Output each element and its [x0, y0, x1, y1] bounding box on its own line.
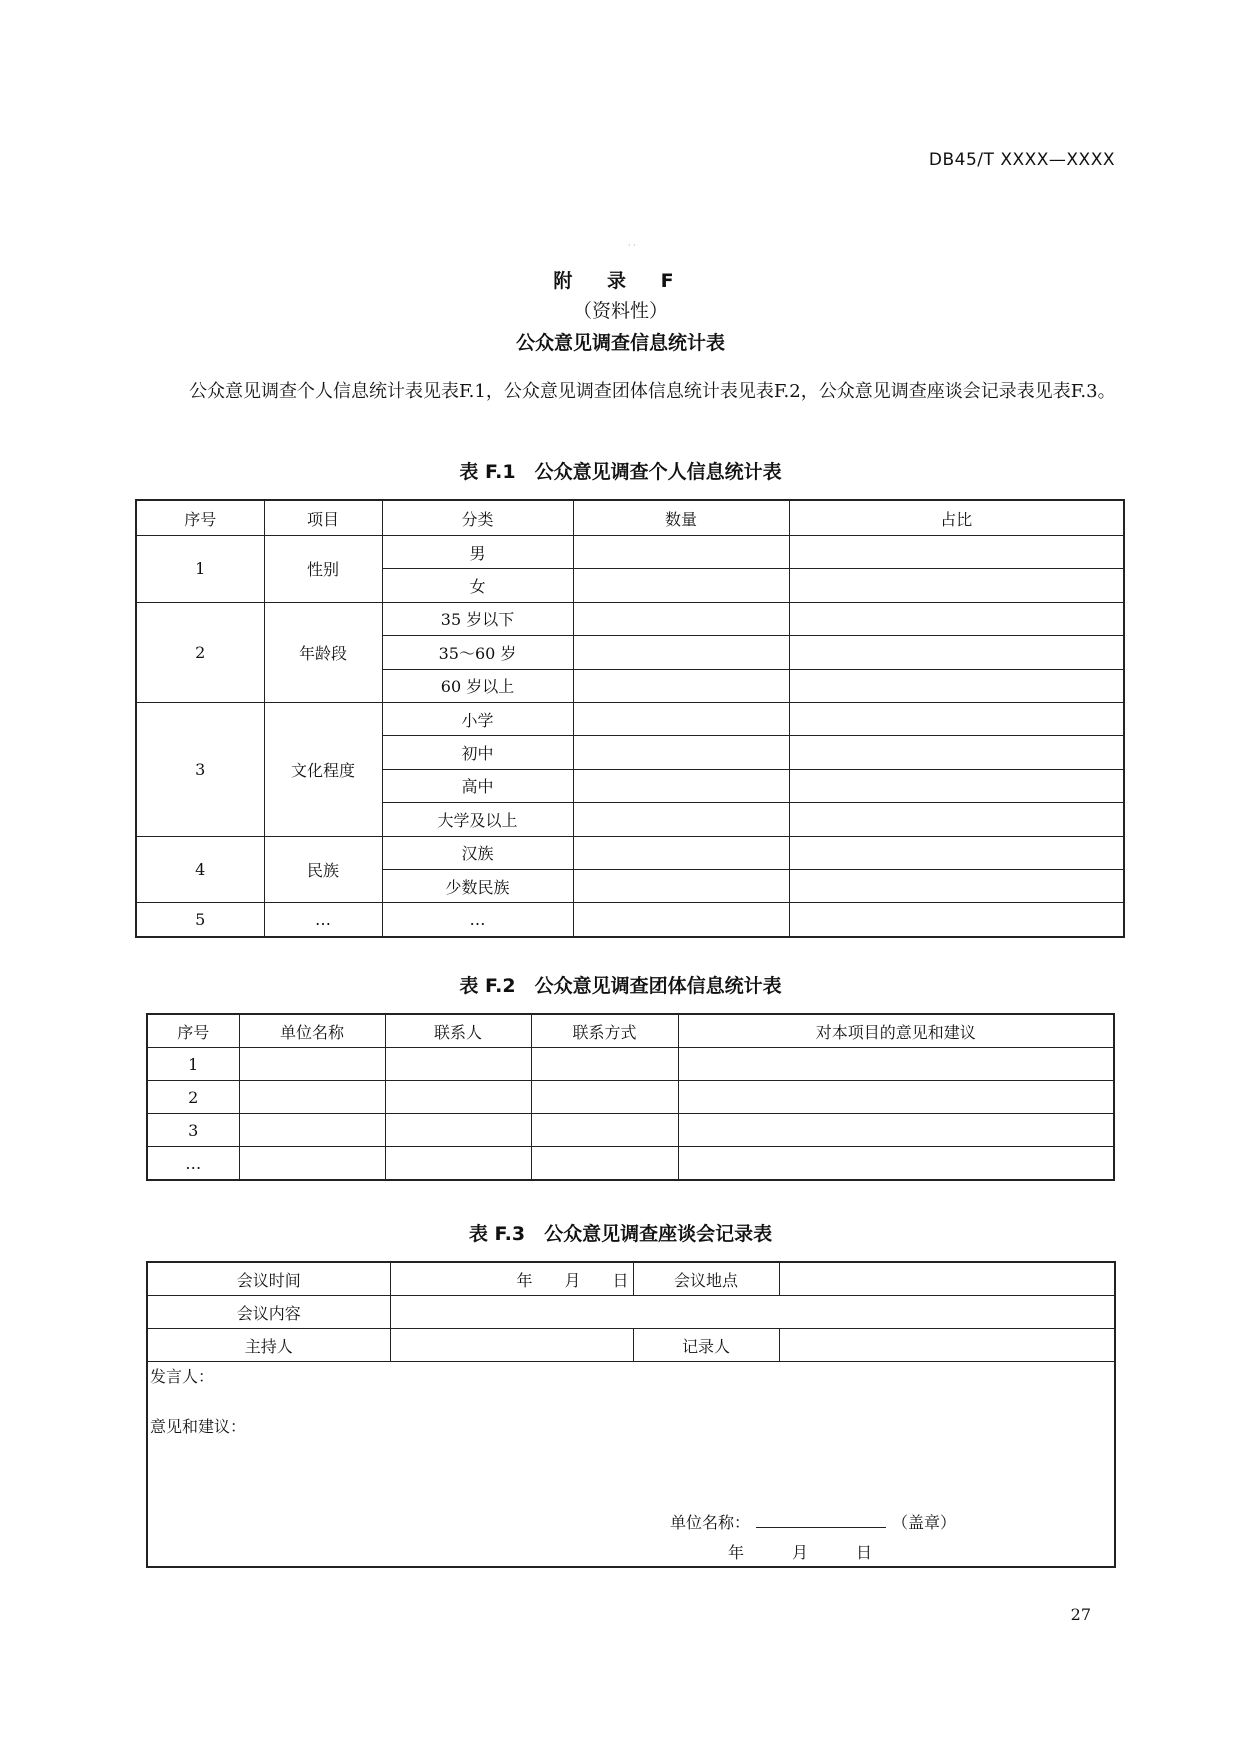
speaker-label: 发言人：	[150, 1367, 215, 1386]
table2-header-cell: 序号	[147, 1014, 239, 1048]
table2-entry-cell[interactable]	[678, 1147, 1114, 1181]
table1-count-cell[interactable]	[573, 903, 789, 937]
table2-entry-cell[interactable]	[239, 1147, 385, 1181]
table2-entry-cell[interactable]	[531, 1147, 678, 1181]
appendix-subtitle: 公众意见调查信息统计表	[515, 332, 725, 354]
table2-seq-cell: 3	[147, 1114, 239, 1147]
meeting-place-label: 会议地点	[633, 1262, 779, 1296]
table1-category-cell: 35～60 岁	[382, 636, 573, 669]
table1-caption: 表 F.1 公众意见调查个人信息统计表	[459, 461, 782, 483]
table2-seq-cell: …	[147, 1147, 239, 1181]
table1-seq-cell: 3	[136, 702, 264, 836]
intro-paragraph: 公众意见调查个人信息统计表见表F.1，公众意见调查团体信息统计表见表F.2，公众意见调查座谈会记录表见表F.3。	[189, 381, 1116, 402]
table2-entry-cell[interactable]	[385, 1048, 531, 1081]
table1-ratio-cell[interactable]	[789, 669, 1124, 702]
table1-item-cell: …	[264, 903, 382, 937]
meeting-record-table	[146, 1261, 1116, 1568]
table1-ratio-cell[interactable]	[789, 769, 1124, 802]
table1-item-cell: 民族	[264, 836, 382, 903]
table2-row	[147, 1114, 1114, 1147]
table1-count-cell[interactable]	[573, 702, 789, 735]
table1-category-cell: 大学及以上	[382, 803, 573, 836]
table1-seq-cell: 4	[136, 836, 264, 903]
table2-entry-cell[interactable]	[678, 1048, 1114, 1081]
table1-count-cell[interactable]	[573, 636, 789, 669]
group-info-table	[146, 1013, 1115, 1181]
table2-seq-cell: 2	[147, 1081, 239, 1114]
table1-ratio-cell[interactable]	[789, 536, 1124, 569]
page-number: 27	[1070, 1605, 1091, 1624]
table2-entry-cell[interactable]	[531, 1048, 678, 1081]
table1-count-cell[interactable]	[573, 803, 789, 836]
table1-header-cell: 项目	[264, 500, 382, 536]
table1-category-cell: 女	[382, 569, 573, 602]
table2-entry-cell[interactable]	[385, 1147, 531, 1181]
table1-category-cell: 初中	[382, 736, 573, 769]
table1-count-cell[interactable]	[573, 769, 789, 802]
table2-entry-cell[interactable]	[678, 1114, 1114, 1147]
signature-date: 年 月 日	[728, 1543, 873, 1562]
table1-category-cell: 60 岁以上	[382, 669, 573, 702]
meeting-date-field[interactable]: 年 月 日	[390, 1262, 633, 1296]
table2-row	[147, 1081, 1114, 1114]
table2-entry-cell[interactable]	[239, 1081, 385, 1114]
table1-row	[136, 702, 1124, 735]
table1-count-cell[interactable]	[573, 669, 789, 702]
table2-entry-cell[interactable]	[678, 1081, 1114, 1114]
table2-entry-cell[interactable]	[385, 1081, 531, 1114]
table2-row	[147, 1048, 1114, 1081]
table1-header-cell: 数量	[573, 500, 789, 536]
table2-entry-cell[interactable]	[239, 1048, 385, 1081]
table1-category-cell: 少数民族	[382, 869, 573, 902]
table1-ratio-cell[interactable]	[789, 736, 1124, 769]
table2-header-cell: 联系方式	[531, 1014, 678, 1048]
table2-header-row	[147, 1014, 1114, 1048]
table2-entry-cell[interactable]	[531, 1081, 678, 1114]
recorder-label: 记录人	[633, 1329, 779, 1362]
host-label: 主持人	[147, 1329, 390, 1362]
table1-category-cell: 小学	[382, 702, 573, 735]
meeting-content-label: 会议内容	[147, 1296, 390, 1329]
decorative-dot: · ·	[628, 241, 636, 250]
table1-row	[136, 836, 1124, 869]
speaker-opinion-area[interactable]	[147, 1362, 1115, 1568]
table2-entry-cell[interactable]	[385, 1114, 531, 1147]
table3-caption: 表 F.3 公众意见调查座谈会记录表	[468, 1223, 773, 1245]
table1-header-cell: 序号	[136, 500, 264, 536]
table1-seq-cell: 5	[136, 903, 264, 937]
table1-row	[136, 536, 1124, 569]
table1-ratio-cell[interactable]	[789, 836, 1124, 869]
table2-entry-cell[interactable]	[531, 1114, 678, 1147]
unit-signature-line	[670, 1510, 956, 1533]
table2-caption: 表 F.2 公众意见调查团体信息统计表	[459, 975, 782, 997]
table1-item-cell: 年龄段	[264, 602, 382, 702]
table1-ratio-cell[interactable]	[789, 602, 1124, 635]
table1-ratio-cell[interactable]	[789, 702, 1124, 735]
table2-header-cell: 联系人	[385, 1014, 531, 1048]
table2-row	[147, 1147, 1114, 1181]
table1-item-cell: 性别	[264, 536, 382, 603]
table1-category-cell: 35 岁以下	[382, 602, 573, 635]
table1-header-row	[136, 500, 1124, 536]
unit-name-blank[interactable]	[756, 1513, 886, 1528]
seal-label: （盖章）	[892, 1513, 957, 1532]
table1-count-cell[interactable]	[573, 736, 789, 769]
table2-header-cell: 单位名称	[239, 1014, 385, 1048]
unit-name-label: 单位名称：	[670, 1513, 751, 1532]
table1-header-cell: 占比	[789, 500, 1124, 536]
meeting-content-field[interactable]	[390, 1296, 1115, 1329]
table1-row	[136, 903, 1124, 937]
table1-category-cell: 男	[382, 536, 573, 569]
table1-category-cell: 高中	[382, 769, 573, 802]
table2-seq-cell: 1	[147, 1048, 239, 1081]
table1-count-cell[interactable]	[573, 869, 789, 902]
table1-seq-cell: 2	[136, 602, 264, 702]
table1-header-cell: 分类	[382, 500, 573, 536]
table1-count-cell[interactable]	[573, 602, 789, 635]
table1-row	[136, 602, 1124, 635]
table2-entry-cell[interactable]	[239, 1114, 385, 1147]
table1-count-cell[interactable]	[573, 569, 789, 602]
personal-info-table	[135, 499, 1125, 938]
table1-ratio-cell[interactable]	[789, 636, 1124, 669]
appendix-type: （资料性）	[572, 300, 668, 322]
appendix-title: 附 录 F	[553, 270, 688, 292]
table1-ratio-cell[interactable]	[789, 803, 1124, 836]
host-field[interactable]	[390, 1329, 633, 1362]
table1-count-cell[interactable]	[573, 536, 789, 569]
table1-count-cell[interactable]	[573, 836, 789, 869]
opinion-label: 意见和建议：	[150, 1417, 247, 1436]
document-id: DB45/T XXXX—XXXX	[928, 150, 1115, 170]
table1-ratio-cell[interactable]	[789, 903, 1124, 937]
meeting-place-field[interactable]	[779, 1262, 1115, 1296]
table1-ratio-cell[interactable]	[789, 569, 1124, 602]
table1-ratio-cell[interactable]	[789, 869, 1124, 902]
table1-category-cell: 汉族	[382, 836, 573, 869]
recorder-field[interactable]	[779, 1329, 1115, 1362]
table2-header-cell: 对本项目的意见和建议	[678, 1014, 1114, 1048]
table1-category-cell: …	[382, 903, 573, 937]
table1-item-cell: 文化程度	[264, 702, 382, 836]
meeting-time-label: 会议时间	[147, 1262, 390, 1296]
table1-seq-cell: 1	[136, 536, 264, 603]
